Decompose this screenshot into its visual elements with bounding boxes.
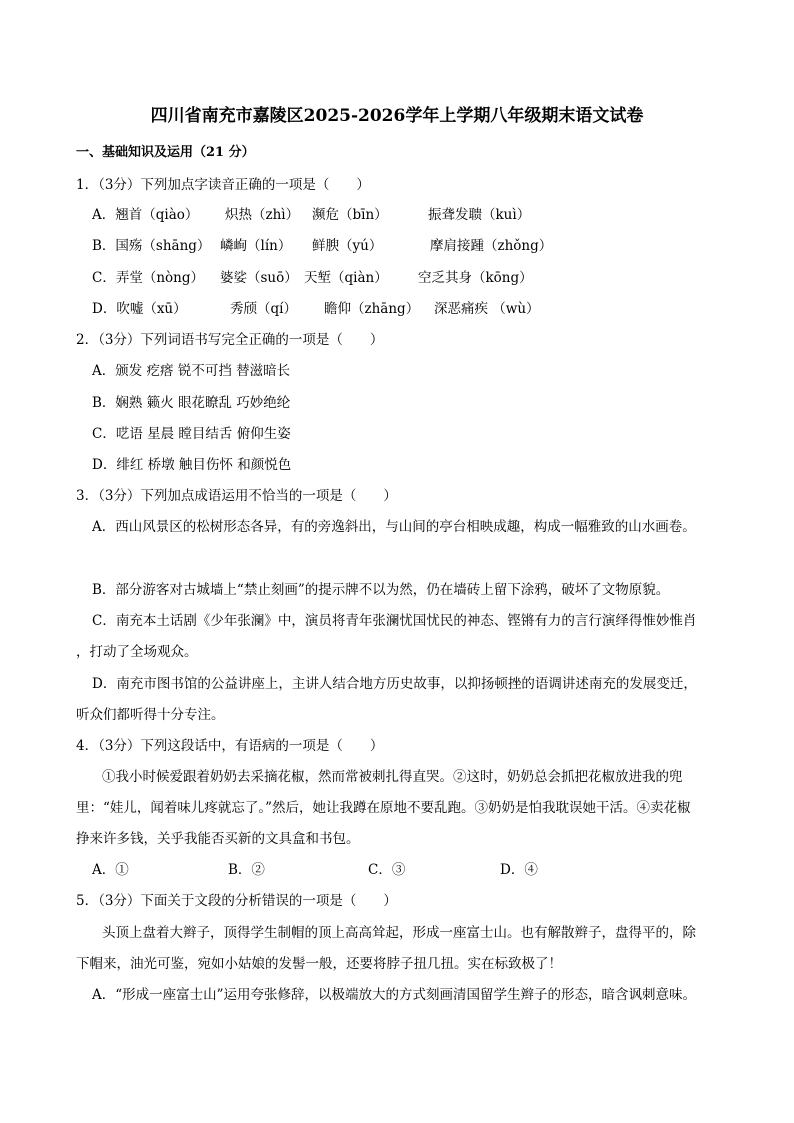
q4-option-d: D．④ [500,862,538,878]
q3-option-b: B．部分游客对古城墙上“禁止刻画”的提示牌不以为然，仍在墙砖上留下涂鸦，破坏了文物原貌。 [92,582,670,598]
q3-option-d-line2: 听众们都听得十分专注。 [76,707,225,723]
q5-passage-line1: 头顶上盘着大辫子，顶得学生制帽的顶上高高耸起，形成一座富士山。也有解散辫子，盘得平的，除 [102,925,696,941]
q2-option-c: C．呓语 星晨 瞠目结舌 俯仰生姿 [92,426,291,442]
q5-passage-line2: 下帽来，油光可鉴，宛如小姑娘的发髻一般，还要将脖子扭几扭。实在标致极了！ [76,956,562,972]
q1-option-a-2: 炽热（zhì） [225,207,300,223]
q1-stem: 1．（3分）下列加点字读音正确的一项是（ ） [76,177,370,193]
q5-option-a: A．“形成一座富士山”运用夸张修辞，以极端放大的方式刻画清国留学生辫子的形态，暗含讽刺意味。 [92,987,697,1003]
q1-option-d-2: 秀颀（qí） [230,301,297,317]
q1-option-a-3: 濒危（bīn） [312,207,388,223]
q1-option-c-4: 空乏其身（kōng） [418,270,533,286]
q1-option-d-4: 深恶痛疾 （wù） [434,301,540,317]
q1-option-c-2: 婆娑（suō） [220,270,298,286]
q3-option-d-line1: D．南充市图书馆的公益讲座上，主讲人结合地方历史故事，以抑扬顿挫的语调讲述南充的发展变迁， [92,676,697,692]
q2-option-b: B．娴熟 籁火 眼花瞭乱 巧妙绝纶 [92,395,291,411]
q3-stem: 3．（3分）下列加点成语运用不恰当的一项是（ ） [76,488,397,504]
q1-option-a-1: A．翘首（qiào） [92,207,199,223]
q3-option-a: A．西山风景区的松树形态各异，有的旁逸斜出，与山间的亭台相映成趣，构成一幅雅致的山水画卷。 [92,519,696,535]
q4-passage-line3: 挣来许多钱，关乎我能否买新的文具盒和书包。 [76,831,360,847]
q1-option-b-3: 鲜腴（yú） [312,238,383,254]
q2-stem: 2．（3分）下列词语书写完全正确的一项是（ ） [76,332,384,348]
q2-option-a: A．颁发 疙瘩 锐不可挡 替滋暗长 [92,363,291,379]
q2-option-d: D．绯红 桥墩 触目伤怀 和颜悦色 [92,457,292,473]
q4-option-c: C．③ [368,862,406,878]
q1-option-b-4: 摩肩接踵（zhǒng） [430,238,553,254]
q1-option-c-1: C．弄堂（nòng） [92,270,204,286]
q3-option-c-line1: C．南充本土话剧《少年张澜》中，演员将青年张澜忧国忧民的神态、铿锵有力的言行演绎得惟妙惟肖 [92,613,697,629]
q1-option-a-4: 振聋发聩（kuì） [428,207,531,223]
q4-stem: 4．（3分）下列这段话中，有语病的一项是（ ） [76,738,384,754]
q3-option-c-line2: ，打动了全场观众。 [76,644,198,660]
page-title: 四川省南充市嘉陵区2025-2026学年上学期八年级期末语文试卷 [150,106,644,126]
q1-option-b-2: 嶙峋（lín） [220,238,292,254]
q4-passage-line1: ①我小时候爱跟着奶奶去采摘花椒，然而常被刺扎得直哭。②这时，奶奶总会抓把花椒放进我的兜 [102,769,683,785]
section-heading: 一、基础知识及运用（21 分） [76,145,255,160]
q1-option-b-1: B．国殇（shāng） [92,238,211,254]
q1-option-d-1: D．吹嘘（xū） [92,301,187,317]
q1-option-c-3: 天堑（qiàn） [304,270,388,286]
q5-stem: 5．（3分）下面关于文段的分析错误的一项是（ ） [76,893,397,909]
q4-passage-line2: 里：“娃儿，闻着味儿疼就忘了。”然后，她让我蹲在原地不要乱跑。③奶奶是怕我耽误她干活。④卖花椒 [76,800,691,816]
q4-option-b: B．② [228,862,265,878]
q1-option-d-3: 瞻仰（zhāng） [324,301,420,317]
q4-option-a: A．① [92,862,129,878]
